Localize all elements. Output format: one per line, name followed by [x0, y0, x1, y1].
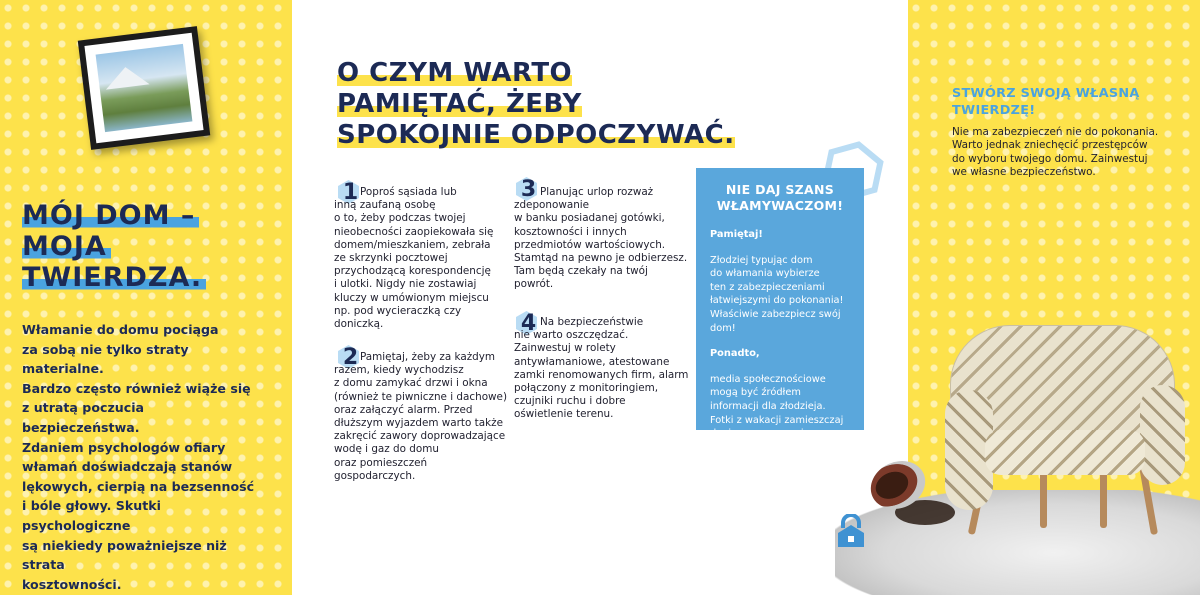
left-body-text: Włamanie do domu pociąga za sobą nie tylko straty materialne. Bardzo często również wiąże się z utratą poczucia bezpieczeństwa. Zdaniem psychologów ofiary włamań doświadczają stanów lękowych, cierpią na bezsenność i bóle głowy. Skutki psychologiczne są niekiedy poważniejsze niż strata kosztowności. [22, 322, 255, 592]
middle-title-line-2: PAMIĘTAĆ, ŻEBY [337, 89, 582, 119]
item-1-number: 1 [342, 180, 359, 205]
lock-house-logo-icon [836, 514, 866, 548]
item-3-number: 3 [520, 177, 537, 202]
middle-title [337, 58, 807, 151]
item-2-text: Pamiętaj, żeby za każdym razem, kiedy wychodzisz z domu zamykać drzwi i okna (również te piwniczne i dachowe) oraz załączyć alarm. Przed dłuższym wyjazdem warto także zakręcić zawory doprowadzające wodę i gaz do domu oraz pomieszczeń gospodarczych. [334, 351, 507, 482]
middle-title-line-1: O CZYM WARTO [337, 58, 573, 88]
right-body-text: Nie ma zabezpieczeń nie do pokonania. Warto jednak zniechęcić przestępców do wyboru twojego domu. Zainwestuj we własne bezpieczeństwo. [952, 126, 1159, 178]
armchair-seat [985, 430, 1145, 475]
item-2-number: 2 [342, 345, 359, 370]
picture-mat [84, 33, 203, 143]
info-box-heading-2: Ponadto, [710, 348, 760, 360]
info-box-paragraph-1: Złodziej typując dom do włamania wybierze ten z zabezpieczeniami łatwiejszymi do pokonania! Właściwie zabezpiecz swój dom! [710, 254, 844, 334]
item-3-text: Planując urlop rozważ zdeponowanie w banku posiadanej gotówki, kosztowności i innych przedmiotów wartościowych. Stamtąd na pewno je odbierzesz. Tam będą czekały na twój powrót. [514, 186, 688, 291]
middle-title-line-3: SPOKOJNIE ODPOCZYWAĆ. [337, 120, 735, 150]
info-box-heading-1: Pamiętaj! [710, 229, 763, 240]
chair-leg [1040, 470, 1047, 528]
info-box-title: NIE DAJ SZANS WŁAMYWACZOM! [716, 182, 844, 213]
item-1-text: Poproś sąsiada lub inną zaufaną osobę o to, żeby podczas twojej nieobecności zaopiekowała się domem/mieszkaniem, zebrała ze skrzynki pocztowej przychodzącą korespondencję i ulotki. Nigdy nie zostawiaj kluczy w umówionym miejscu np. pod wycieraczką czy doniczką. [334, 186, 494, 331]
left-title-line-3: TWIERDZA. [22, 262, 206, 293]
item-4-number: 4 [520, 311, 537, 336]
landscape-photo [96, 44, 193, 132]
framed-landscape-picture [78, 26, 211, 150]
middle-panel [292, 0, 908, 595]
chair-leg [1100, 470, 1107, 528]
right-title: STWÓRZ SWOJĄ WŁASNĄ TWIERDZĘ! [952, 86, 1140, 118]
item-4-text: Na bezpieczeństwie nie warto oszczędzać. Zainwestuj w rolety antywłamaniowe, atestowane zamki renomowanych firm, alarm połączony z monitoringiem, czujniki ruchu i dobre oświetlenie terenu. [514, 316, 689, 421]
mountain-shape [103, 64, 149, 89]
armchair-right-arm [1140, 385, 1185, 485]
left-title-line-1: MÓJ DOM – [22, 200, 199, 231]
left-title-line-2: MOJA [22, 231, 111, 262]
info-box-paragraph-2: media społecznościowe mogą być źródłem informacji dla złodzieja. Fotki z wakacji zamieszczaj dopiero po powrocie. [710, 373, 844, 440]
left-title [22, 200, 282, 293]
info-box [696, 168, 864, 440]
